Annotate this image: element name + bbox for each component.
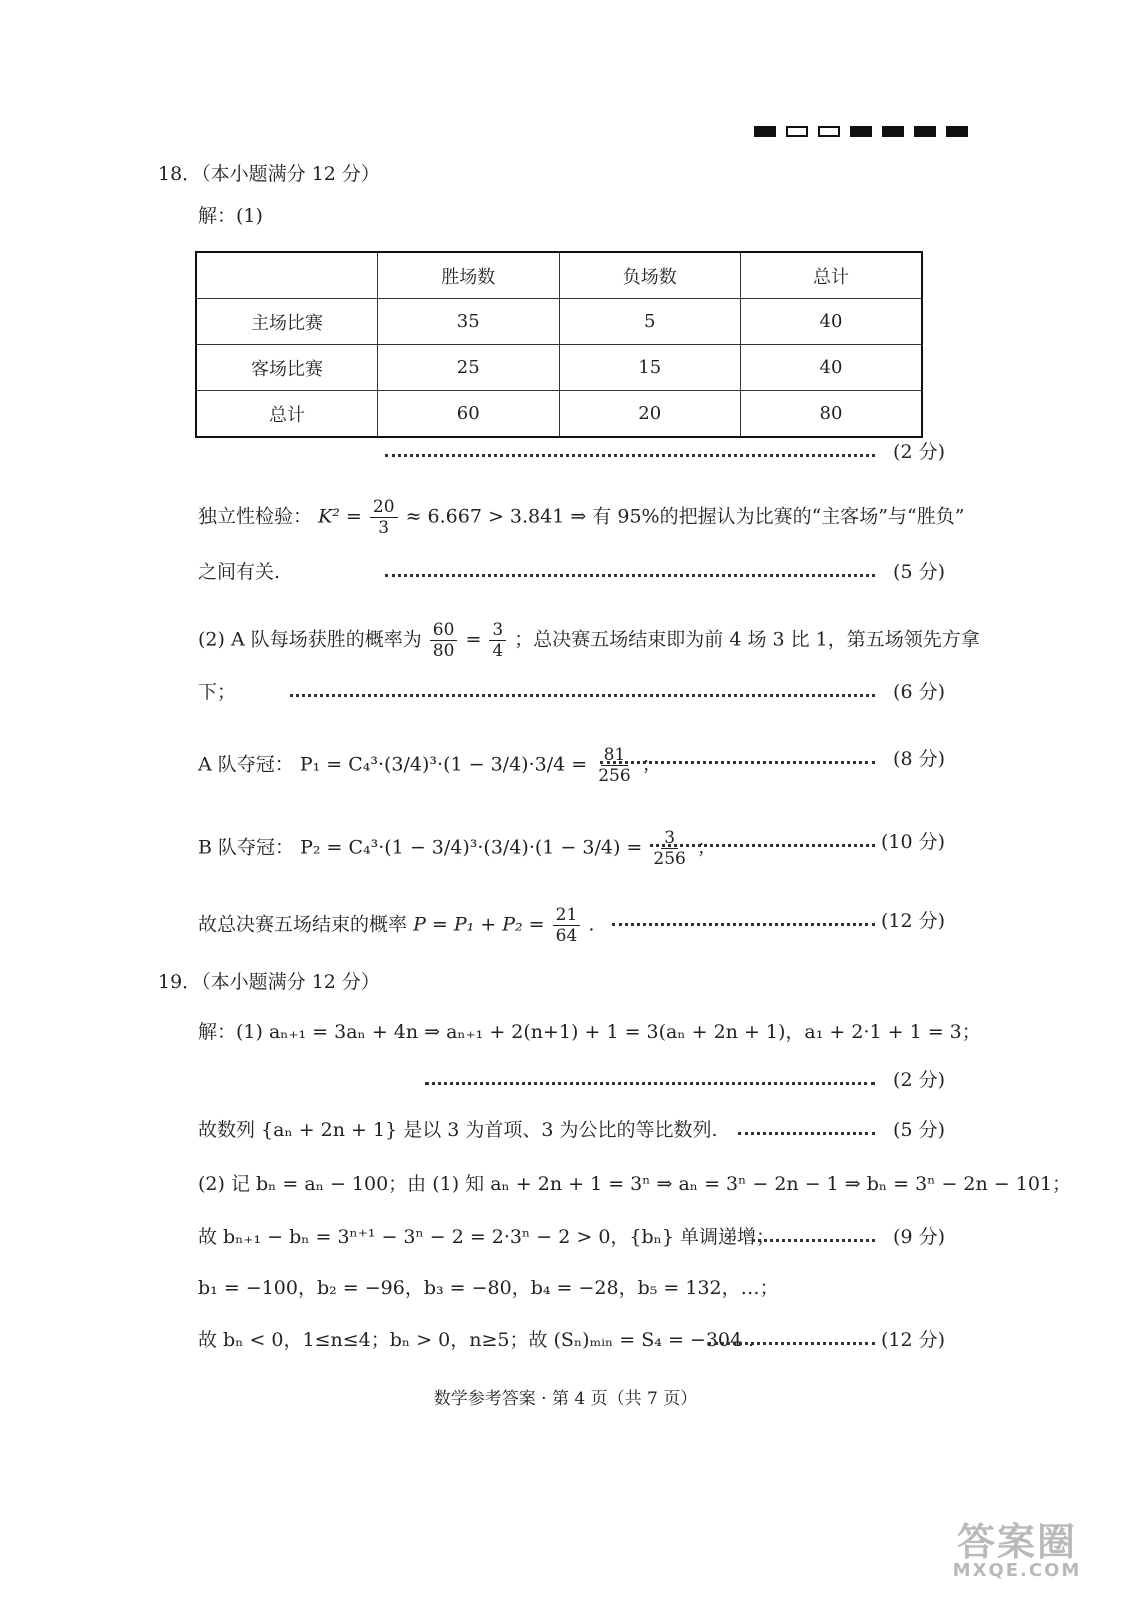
score-line	[738, 1118, 945, 1142]
table-row	[196, 345, 922, 391]
score-label: (5 分)	[893, 1119, 945, 1141]
score-line	[385, 560, 945, 584]
watermark-stamp	[937, 1522, 1097, 1582]
table-cell: 20	[559, 391, 741, 438]
part2-continuation: ；总决赛五场结束即为前 4 场 3 比 1，第五场领先方拿	[514, 628, 980, 651]
score-label: (5 分)	[893, 561, 945, 583]
table-cell: 15	[559, 345, 741, 391]
header-mark	[786, 126, 808, 137]
score-label: (10 分)	[880, 831, 945, 853]
team-b-line	[198, 828, 716, 869]
score-label: (2 分)	[893, 1069, 945, 1091]
header-mark	[818, 126, 840, 137]
table-cell: 总计	[196, 391, 378, 438]
fraction-denominator: 64	[555, 926, 578, 946]
score-label: (6 分)	[893, 681, 945, 703]
team-a-label: A 队夺冠：	[198, 753, 294, 776]
fraction-denominator: 3	[378, 518, 390, 538]
score-label: (2 分)	[893, 441, 945, 463]
table-row	[196, 299, 922, 345]
fraction-numerator: 20	[370, 497, 398, 518]
fraction-numerator: 81	[601, 745, 629, 766]
table-cell: 35	[378, 299, 560, 345]
k2-symbol: K² =	[318, 505, 362, 528]
fraction-numerator: 60	[430, 620, 458, 641]
independence-line	[198, 497, 964, 538]
part2-intro: (2) A 队每场获胜的概率为	[198, 628, 422, 651]
table-cell: 40	[741, 345, 923, 391]
table-cell: 60	[378, 391, 560, 438]
independence-label: 独立性检验：	[198, 505, 313, 528]
score-label: (12 分)	[880, 1329, 945, 1351]
total-fraction	[553, 905, 581, 946]
table-header-row	[196, 252, 922, 299]
header-marks	[754, 126, 968, 137]
table-cell: 80	[741, 391, 923, 438]
q19-line2: 故数列 {aₙ + 2n + 1} 是以 3 为首项、3 为公比的等比数列.	[198, 1119, 718, 1141]
score-line	[385, 440, 945, 464]
fraction-denominator: 256	[653, 849, 686, 869]
result-table	[195, 251, 923, 438]
q19-title: 19．（本小题满分 12 分）	[158, 971, 380, 993]
total-line	[198, 905, 594, 946]
period: .	[588, 913, 595, 936]
fraction-numerator: 21	[553, 905, 581, 926]
table-cell: 5	[559, 299, 741, 345]
prob-fraction	[430, 620, 458, 661]
score-label: (9 分)	[893, 1226, 945, 1248]
header-mark	[754, 126, 776, 137]
q18-part1-label: 解：(1)	[198, 205, 263, 227]
page-footer: 数学参考答案 · 第 4 页（共 7 页）	[433, 1389, 698, 1409]
score-line	[612, 909, 945, 933]
q19-line4: 故 bₙ₊₁ − bₙ = 3ⁿ⁺¹ − 3ⁿ − 2 = 2·3ⁿ − 2 > 0，{bₙ} 单调递增；	[198, 1226, 776, 1248]
score-label: (12 分)	[880, 910, 945, 932]
total-formula: P = P₁ + P₂ =	[413, 913, 545, 936]
header-mark	[914, 126, 936, 137]
independence-line-end: 之间有关.	[198, 561, 281, 583]
table-cell: 客场比赛	[196, 345, 378, 391]
q19-line6: 故 bₙ < 0，1≤n≤4；bₙ > 0，n≥5；故 (Sₙ)ₘᵢₙ = S₄ = −304 .	[198, 1329, 755, 1351]
score-label: (8 分)	[893, 748, 945, 770]
fraction-numerator: 3	[661, 828, 678, 849]
fraction-denominator: 80	[432, 641, 455, 661]
q18-title: 18．（本小题满分 12 分）	[158, 163, 380, 185]
header-mark	[850, 126, 872, 137]
part2-line-end: 下；	[198, 681, 237, 703]
table-cell: 40	[741, 299, 923, 345]
independence-conclusion: ≈ 6.667 > 3.841 ⇒ 有 95%的把握认为比赛的“主客场”与“胜负”	[405, 505, 965, 528]
header-mark	[946, 126, 968, 137]
q19-line3: (2) 记 bₙ = aₙ − 100；由 (1) 知 aₙ + 2n + 1 = 3ⁿ ⇒ aₙ = 3ⁿ − 2n − 1 ⇒ bₙ = 3ⁿ − 2n − 101；	[198, 1173, 1072, 1195]
table-cell: 主场比赛	[196, 299, 378, 345]
equals-sign: =	[465, 628, 482, 651]
fraction-denominator: 4	[492, 641, 504, 661]
table-header-cell: 负场数	[559, 252, 741, 299]
q19-line1: 解：(1) aₙ₊₁ = 3aₙ + 4n ⇒ aₙ₊₁ + 2(n+1) + 1 = 3(aₙ + 2n + 1)，a₁ + 2·1 + 1 = 3；	[198, 1021, 981, 1043]
stamp-url: MXQE.COM	[952, 1560, 1082, 1581]
fraction-numerator: 3	[489, 620, 506, 641]
part2-line	[198, 620, 980, 661]
stamp-title: 答案圈	[956, 1520, 1077, 1564]
table-header-cell	[196, 252, 378, 299]
total-label: 故总决赛五场结束的概率	[198, 913, 408, 936]
score-line	[752, 1225, 945, 1249]
score-line	[600, 747, 945, 771]
team-b-label: B 队夺冠：	[198, 836, 295, 859]
table-header-cell: 总计	[741, 252, 923, 299]
score-line	[290, 680, 945, 704]
header-mark	[882, 126, 904, 137]
q19-line5: b₁ = −100，b₂ = −96，b₃ = −80，b₄ = −28，b₅ = 132，…；	[198, 1277, 779, 1299]
prob-fraction	[489, 620, 506, 661]
table-row	[196, 391, 922, 438]
semicolon: ；	[641, 753, 661, 776]
team-b-formula: P₂ = C₄³·(1 − 3/4)³·(3/4)·(1 − 3/4) =	[300, 836, 643, 859]
fraction-denominator: 256	[598, 766, 631, 786]
table-cell: 25	[378, 345, 560, 391]
team-a-line	[198, 745, 661, 786]
k2-fraction	[370, 497, 398, 538]
score-line	[425, 1068, 945, 1092]
score-line	[708, 1328, 945, 1352]
semicolon: ；	[696, 836, 716, 859]
score-line	[650, 830, 945, 854]
team-a-formula: P₁ = C₄³·(3/4)³·(1 − 3/4)·3/4 =	[299, 753, 588, 776]
table-header-cell: 胜场数	[378, 252, 560, 299]
